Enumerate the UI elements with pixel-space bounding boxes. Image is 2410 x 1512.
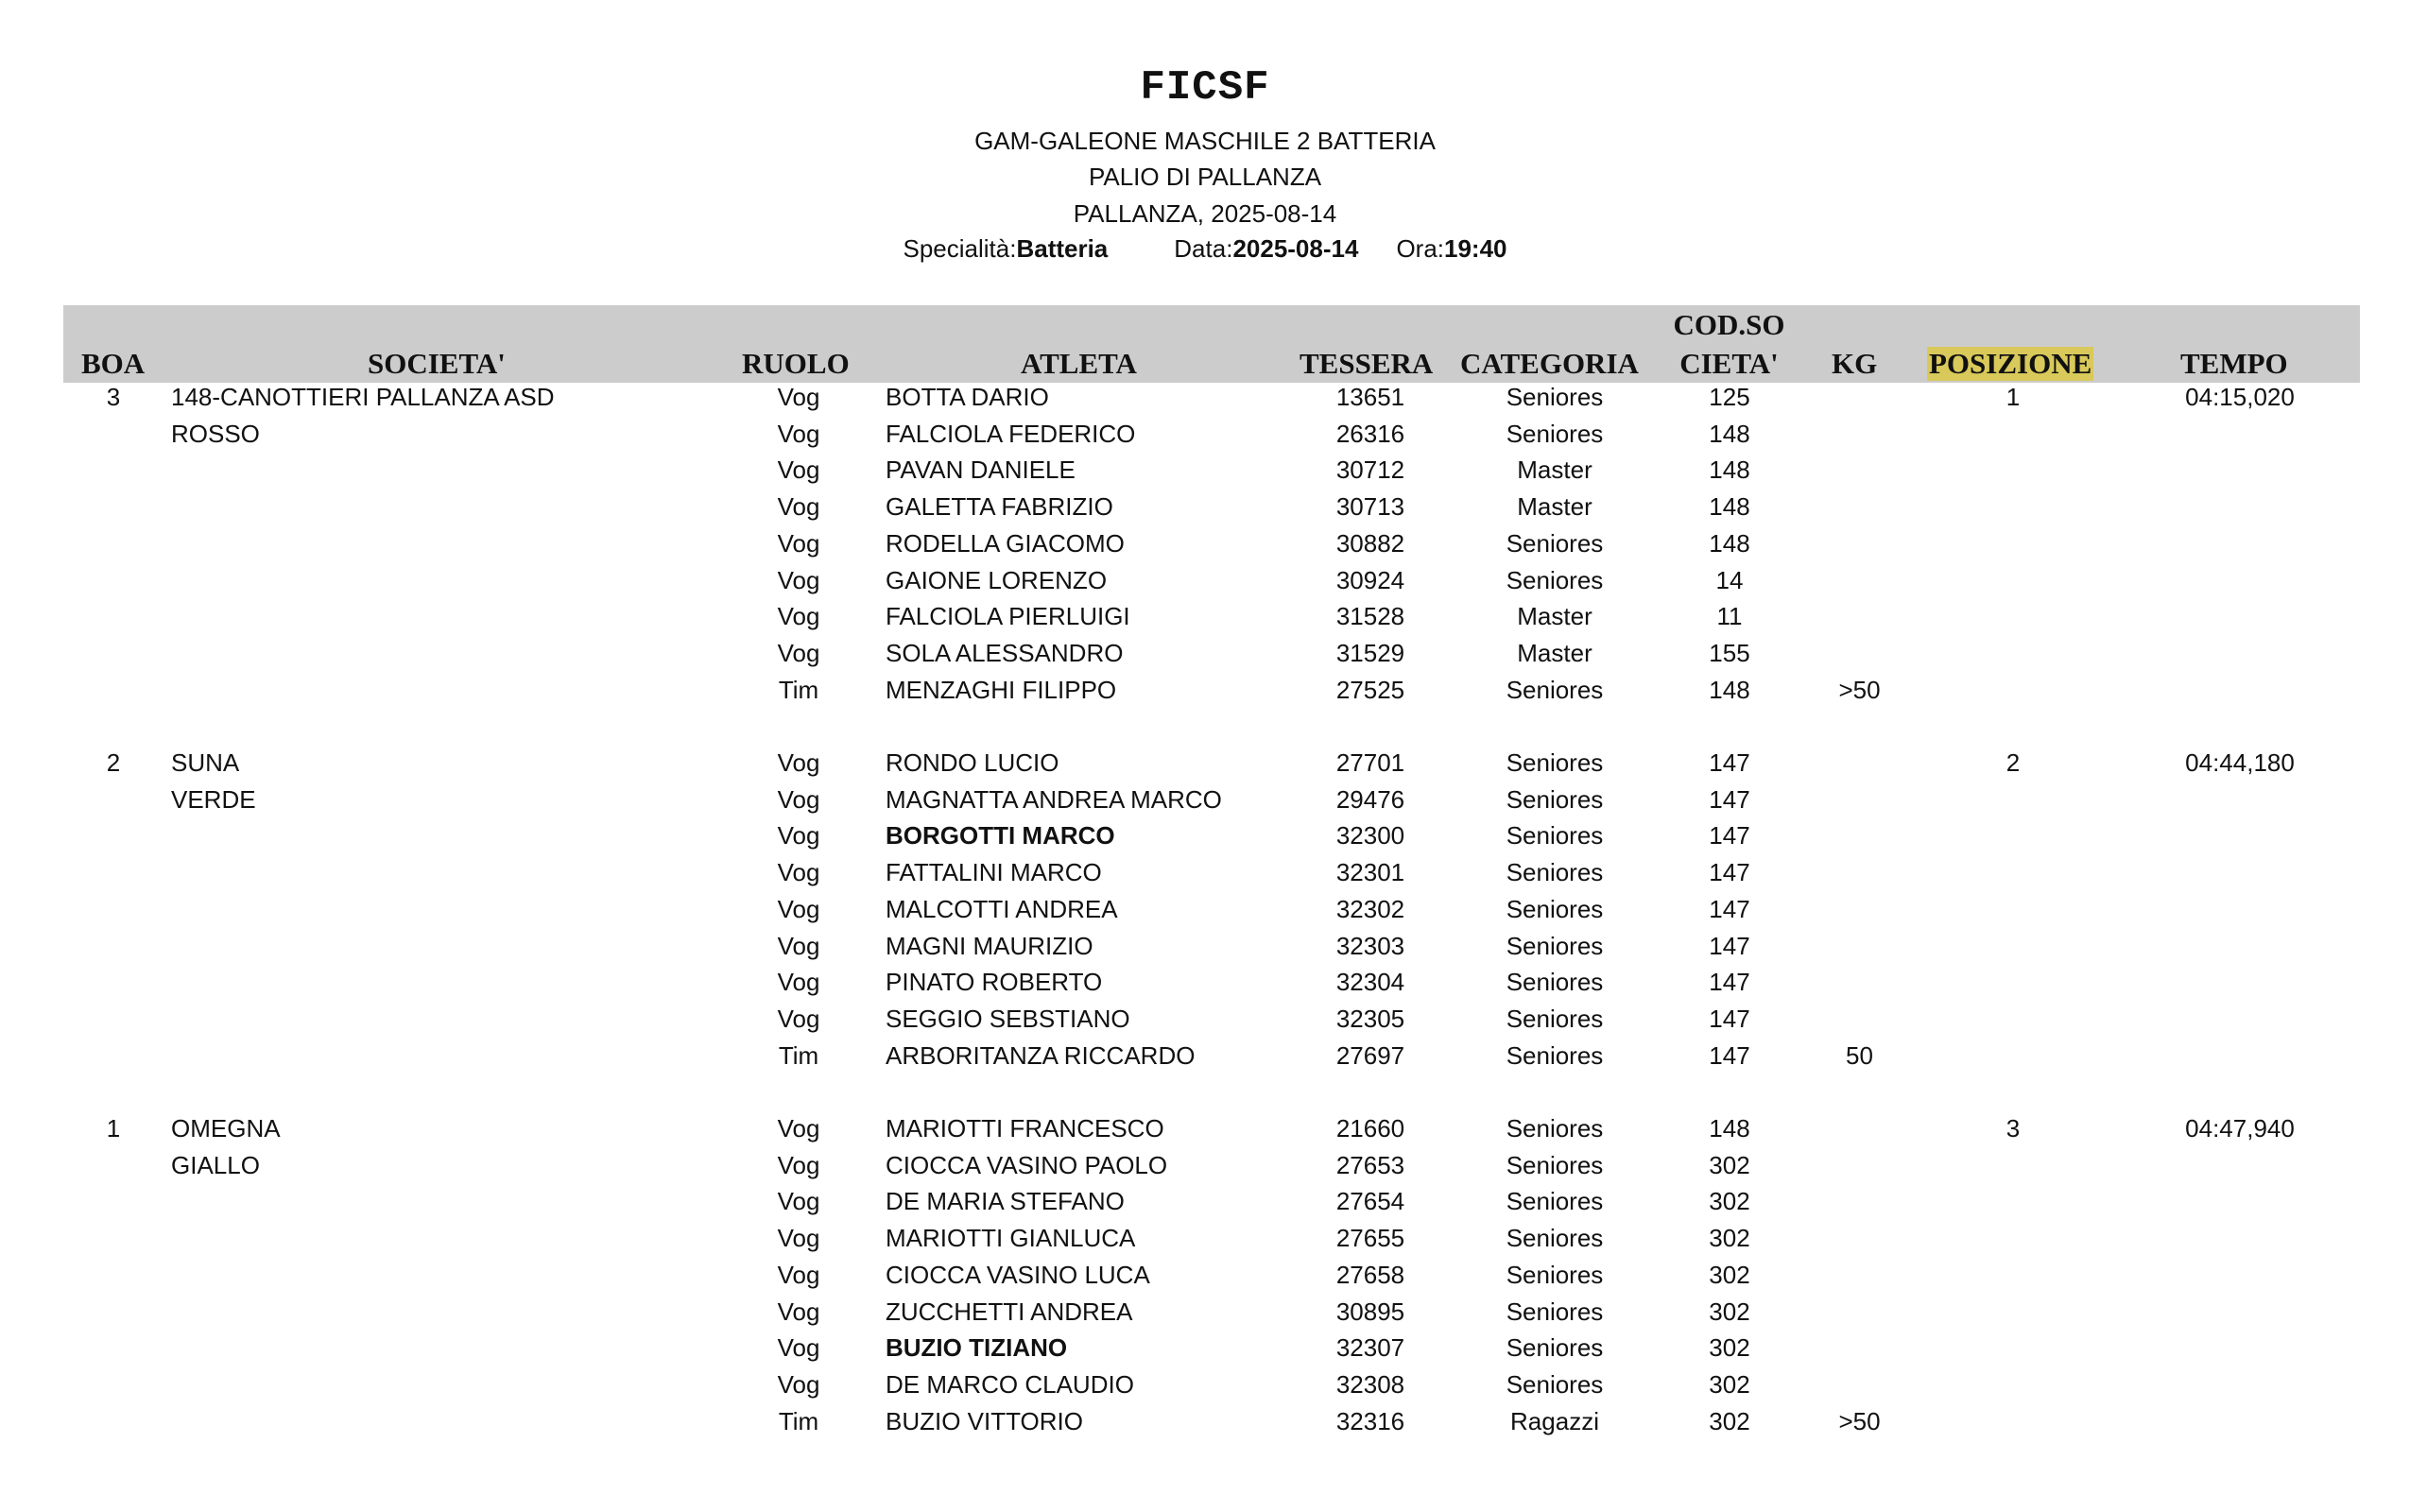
row-tessera: 13651 <box>1335 383 1405 411</box>
row-atleta: PAVAN DANIELE <box>886 455 1076 485</box>
row-atleta: FATTALINI MARCO <box>886 858 1102 887</box>
row-ruolo: Vog <box>777 602 820 631</box>
row-codsocieta: 147 <box>1709 1004 1750 1033</box>
row-codsocieta: 148 <box>1709 492 1750 522</box>
row-atleta: FALCIOLA FEDERICO <box>886 419 1136 448</box>
row-atleta: SOLA ALESSANDRO <box>886 638 1124 667</box>
row-tessera: 30713 <box>1335 492 1405 522</box>
row-tessera: 27525 <box>1335 675 1405 704</box>
row-atleta: BOTTA DARIO <box>886 383 1049 411</box>
row-categoria: Seniores <box>1506 1224 1604 1253</box>
place-date: PALLANZA, 2025-08-14 <box>1073 199 1337 228</box>
row-categoria: Master <box>1517 455 1592 485</box>
row-categoria: Ragazzi <box>1510 1406 1599 1435</box>
row-atleta: CIOCCA VASINO LUCA <box>886 1260 1150 1289</box>
row-ruolo: Vog <box>777 1333 820 1363</box>
row-codsocieta: 14 <box>1715 565 1744 594</box>
col-kg: KG <box>1832 347 1878 380</box>
row-codsocieta: 148 <box>1709 455 1750 485</box>
row-codsocieta: 148 <box>1709 419 1750 448</box>
row-ruolo: Vog <box>777 1150 820 1179</box>
meta-line <box>0 234 2410 264</box>
row-codsocieta: 155 <box>1709 638 1750 667</box>
row-atleta: GAIONE LORENZO <box>886 565 1108 594</box>
crew-posizione: 2 <box>2005 748 2021 777</box>
org-title: FICSF <box>1140 64 1270 112</box>
row-codsocieta: 125 <box>1709 383 1750 411</box>
row-atleta: DE MARIA STEFANO <box>886 1187 1125 1216</box>
row-atleta: MENZAGHI FILIPPO <box>886 675 1117 704</box>
row-ruolo: Vog <box>777 894 820 923</box>
row-categoria: Seniores <box>1506 894 1604 923</box>
row-atleta: ZUCCHETTI ANDREA <box>886 1297 1133 1326</box>
crew-tempo: 04:15,020 <box>2185 383 2295 411</box>
row-codsocieta: 147 <box>1709 748 1750 777</box>
row-categoria: Master <box>1517 602 1592 631</box>
row-categoria: Seniores <box>1506 858 1604 887</box>
row-categoria: Seniores <box>1506 968 1604 997</box>
row-atleta: ARBORITANZA RICCARDO <box>886 1040 1196 1070</box>
col-categoria: CATEGORIA <box>1460 347 1639 380</box>
row-atleta: MARIOTTI FRANCESCO <box>886 1114 1164 1143</box>
row-ruolo: Vog <box>777 931 820 960</box>
col-atleta: ATLETA <box>1021 347 1137 380</box>
row-atleta: FALCIOLA PIERLUIGI <box>886 602 1130 631</box>
row-ruolo: Vog <box>777 858 820 887</box>
col-ruolo: RUOLO <box>742 347 850 380</box>
row-codsocieta: 302 <box>1709 1406 1750 1435</box>
row-categoria: Seniores <box>1506 1297 1604 1326</box>
crew-boa: 3 <box>106 383 121 411</box>
specialita-label: Specialità: <box>903 234 1017 263</box>
row-atleta: CIOCCA VASINO PAOLO <box>886 1150 1168 1179</box>
row-ruolo: Vog <box>777 492 820 522</box>
row-ruolo: Vog <box>777 784 820 814</box>
row-ruolo: Vog <box>777 1004 820 1033</box>
row-ruolo: Vog <box>777 968 820 997</box>
row-ruolo: Vog <box>777 1224 820 1253</box>
row-tessera: 32304 <box>1335 968 1405 997</box>
row-categoria: Seniores <box>1506 821 1604 850</box>
row-tessera: 30924 <box>1335 565 1405 594</box>
row-categoria: Seniores <box>1506 1187 1604 1216</box>
row-ruolo: Tim <box>778 1406 819 1435</box>
crew-boa: 1 <box>106 1114 121 1143</box>
row-ruolo: Vog <box>777 565 820 594</box>
row-tessera: 32316 <box>1335 1406 1405 1435</box>
row-tessera: 32305 <box>1335 1004 1405 1033</box>
crew-colore: VERDE <box>171 784 256 814</box>
row-codsocieta: 147 <box>1709 858 1750 887</box>
row-codsocieta: 302 <box>1709 1224 1750 1253</box>
row-ruolo: Tim <box>778 675 819 704</box>
row-codsocieta: 302 <box>1709 1260 1750 1289</box>
row-tessera: 32303 <box>1335 931 1405 960</box>
row-categoria: Seniores <box>1506 784 1604 814</box>
row-tessera: 32302 <box>1335 894 1405 923</box>
ora-label: Ora: <box>1396 234 1445 263</box>
row-ruolo: Vog <box>777 383 820 411</box>
crew-colore: GIALLO <box>171 1150 260 1179</box>
row-ruolo: Vog <box>777 1187 820 1216</box>
row-tessera: 29476 <box>1335 784 1405 814</box>
col-societa: SOCIETA' <box>368 347 506 380</box>
row-tessera: 32308 <box>1335 1369 1405 1399</box>
row-ruolo: Vog <box>777 638 820 667</box>
row-categoria: Seniores <box>1506 1333 1604 1363</box>
row-ruolo: Vog <box>777 1260 820 1289</box>
ora-value: 19:40 <box>1444 234 1507 263</box>
row-codsocieta: 302 <box>1709 1297 1750 1326</box>
row-codsocieta: 148 <box>1709 528 1750 558</box>
row-categoria: Master <box>1517 638 1592 667</box>
row-tessera: 27655 <box>1335 1224 1405 1253</box>
row-atleta: MAGNATTA ANDREA MARCO <box>886 784 1222 814</box>
specialita-value: Batteria <box>1016 234 1109 263</box>
crew-tempo: 04:44,180 <box>2185 748 2295 777</box>
row-codsocieta: 147 <box>1709 894 1750 923</box>
row-ruolo: Vog <box>777 1369 820 1399</box>
crew-colore: ROSSO <box>171 419 260 448</box>
row-codsocieta: 302 <box>1709 1187 1750 1216</box>
row-ruolo: Tim <box>778 1040 819 1070</box>
col-posizione: POSIZIONE <box>1929 347 2092 380</box>
col-tessera: TESSERA <box>1300 347 1434 380</box>
crew-posizione: 1 <box>2005 383 2021 411</box>
row-atleta: BUZIO VITTORIO <box>886 1406 1083 1435</box>
row-codsocieta: 147 <box>1709 821 1750 850</box>
row-tessera: 21660 <box>1335 1114 1405 1143</box>
row-atleta: RONDO LUCIO <box>886 748 1059 777</box>
row-codsocieta: 148 <box>1709 675 1750 704</box>
row-codsocieta: 147 <box>1709 968 1750 997</box>
col-codsocieta-line1: COD.SO <box>1673 308 1785 341</box>
row-tessera: 27658 <box>1335 1260 1405 1289</box>
row-ruolo: Vog <box>777 821 820 850</box>
row-tessera: 27653 <box>1335 1150 1405 1179</box>
row-ruolo: Vog <box>777 455 820 485</box>
row-ruolo: Vog <box>777 1297 820 1326</box>
row-categoria: Seniores <box>1506 383 1604 411</box>
row-codsocieta: 302 <box>1709 1369 1750 1399</box>
row-atleta: SEGGIO SEBSTIANO <box>886 1004 1130 1033</box>
row-tessera: 32301 <box>1335 858 1405 887</box>
row-tessera: 32307 <box>1335 1333 1405 1363</box>
row-tessera: 27701 <box>1335 748 1405 777</box>
row-tessera: 26316 <box>1335 419 1405 448</box>
row-kg: 50 <box>1846 1040 1873 1070</box>
row-categoria: Seniores <box>1506 1150 1604 1179</box>
row-ruolo: Vog <box>777 1114 820 1143</box>
col-boa: BOA <box>81 347 146 380</box>
crew-posizione: 3 <box>2005 1114 2021 1143</box>
row-ruolo: Vog <box>777 528 820 558</box>
row-codsocieta: 11 <box>1716 602 1743 631</box>
row-atleta: BUZIO TIZIANO <box>886 1333 1068 1363</box>
row-categoria: Seniores <box>1506 931 1604 960</box>
row-categoria: Seniores <box>1506 565 1604 594</box>
row-atleta: MAGNI MAURIZIO <box>886 931 1093 960</box>
row-atleta: DE MARCO CLAUDIO <box>886 1369 1134 1399</box>
row-ruolo: Vog <box>777 419 820 448</box>
event-title: GAM-GALEONE MASCHILE 2 BATTERIA <box>974 127 1436 155</box>
row-tessera: 27697 <box>1335 1040 1405 1070</box>
row-categoria: Seniores <box>1506 1369 1604 1399</box>
row-categoria: Seniores <box>1506 1004 1604 1033</box>
row-atleta: MALCOTTI ANDREA <box>886 894 1118 923</box>
row-categoria: Seniores <box>1506 1040 1604 1070</box>
row-codsocieta: 302 <box>1709 1333 1750 1363</box>
row-atleta: RODELLA GIACOMO <box>886 528 1125 558</box>
competition-title: PALIO DI PALLANZA <box>1088 163 1322 191</box>
row-kg: >50 <box>1838 675 1881 704</box>
row-categoria: Seniores <box>1506 1260 1604 1289</box>
row-categoria: Seniores <box>1506 419 1604 448</box>
row-atleta: MARIOTTI GIANLUCA <box>886 1224 1136 1253</box>
row-tessera: 30895 <box>1335 1297 1405 1326</box>
row-codsocieta: 147 <box>1709 784 1750 814</box>
row-codsocieta: 302 <box>1709 1150 1750 1179</box>
row-tessera: 31529 <box>1335 638 1405 667</box>
row-ruolo: Vog <box>777 748 820 777</box>
crew-societa: SUNA <box>171 748 240 777</box>
row-codsocieta: 147 <box>1709 1040 1750 1070</box>
crew-boa: 2 <box>106 748 121 777</box>
row-tessera: 27654 <box>1335 1187 1405 1216</box>
row-atleta: PINATO ROBERTO <box>886 968 1103 997</box>
row-codsocieta: 148 <box>1709 1114 1750 1143</box>
row-categoria: Master <box>1517 492 1592 522</box>
col-tempo: TEMPO <box>2180 347 2288 380</box>
data-value: 2025-08-14 <box>1232 234 1359 263</box>
row-categoria: Seniores <box>1506 675 1604 704</box>
data-label: Data: <box>1174 234 1233 263</box>
row-tessera: 30712 <box>1335 455 1405 485</box>
col-codsocieta-line2: CIETA' <box>1679 347 1779 380</box>
row-categoria: Seniores <box>1506 748 1604 777</box>
crew-tempo: 04:47,940 <box>2185 1114 2295 1143</box>
row-tessera: 30882 <box>1335 528 1405 558</box>
row-categoria: Seniores <box>1506 1114 1604 1143</box>
crew-societa: 148-CANOTTIERI PALLANZA ASD <box>171 383 555 411</box>
row-categoria: Seniores <box>1506 528 1604 558</box>
row-tessera: 31528 <box>1335 602 1405 631</box>
row-atleta: BORGOTTI MARCO <box>886 821 1115 850</box>
crew-societa: OMEGNA <box>171 1114 281 1143</box>
row-atleta: GALETTA FABRIZIO <box>886 492 1113 522</box>
row-kg: >50 <box>1838 1406 1881 1435</box>
row-codsocieta: 147 <box>1709 931 1750 960</box>
row-tessera: 32300 <box>1335 821 1405 850</box>
